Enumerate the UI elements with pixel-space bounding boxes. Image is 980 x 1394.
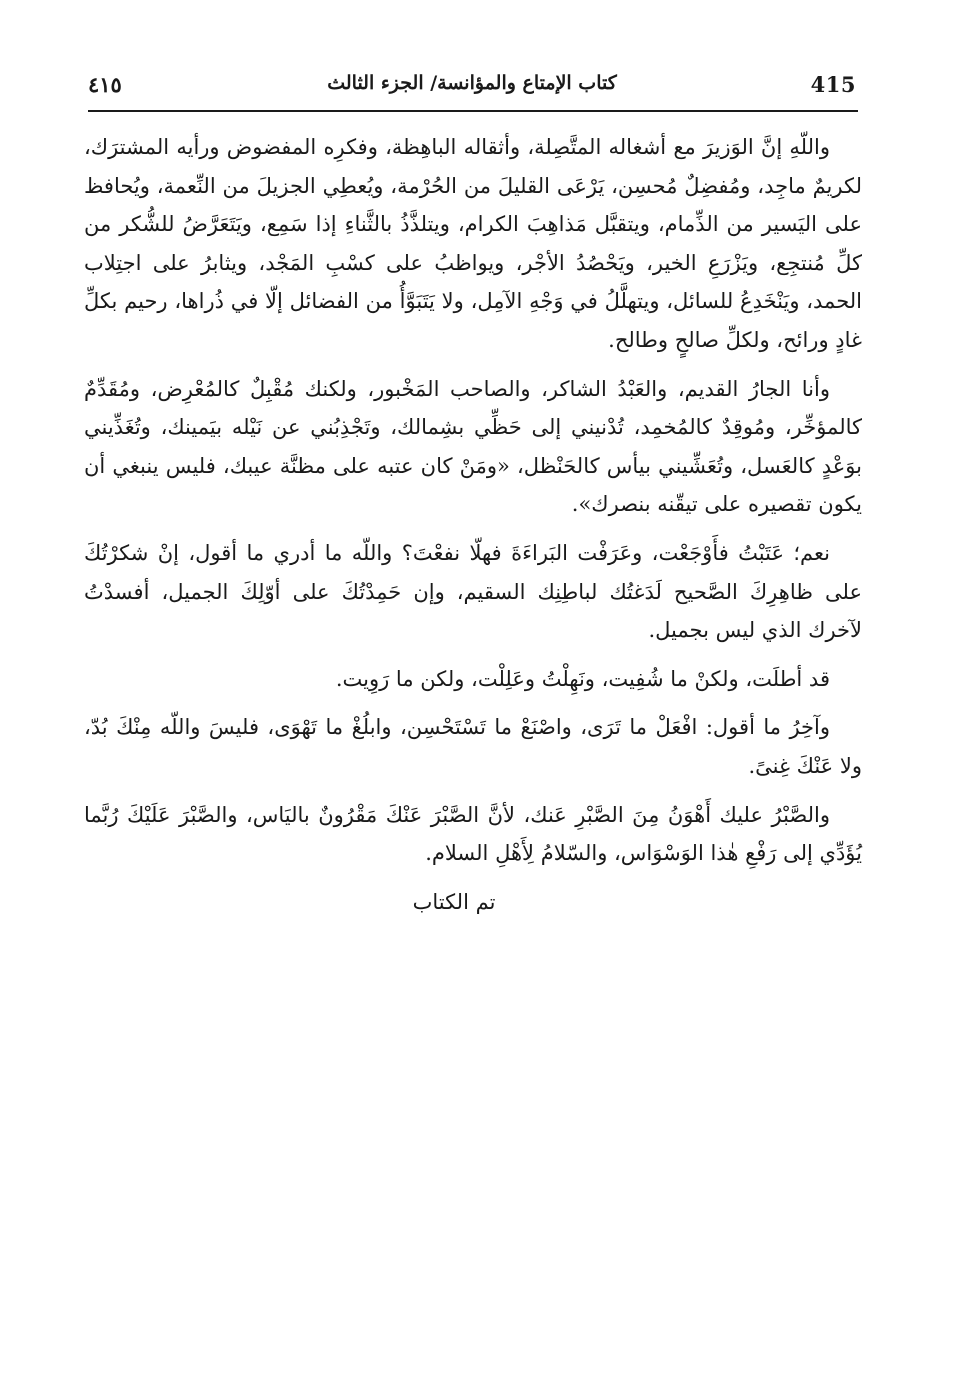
running-title: كتاب الإمتاع والمؤانسة/ الجزء الثالث: [327, 72, 617, 94]
body-text: [84, 128, 862, 921]
page-number-latin: 415: [810, 72, 856, 97]
end-of-book-note: تم الكتاب: [412, 889, 496, 914]
page-number-arabic: ٤١٥: [88, 72, 122, 97]
paragraph: قد أطلَت، ولكنْ ما شُفِيت، ونَهِلْتُ وعَلِلْت، ولكن ما رَوِيت.: [335, 666, 830, 691]
paragraph: وأنا الجارُ القديم، والعَبْدُ الشاكر، والصاحب المَخْبور، ولكنك مُقْبِلٌ كالمُعْرِض، ومُقَدِّمٌ كالمؤخِّر، ومُوقِدٌ كالمُخمِد، تُدْنيني إلى حَظِّي بشِمالك، وتَجْذِبُني عن نَيْله بيَمينك، وتُغَذِّيني بوَعْدٍ كالعَسل، وتُعَشِّيني بيأس كالحَنْظل، «ومَنْ كان عتبه على مظنَّة عيبك، فليس ينبغي أن يكون تقصيره على تيقّنه بنصرك».: [84, 376, 862, 517]
paragraph: واللّهِ إنَّ الوَزيرَ مع أشغاله المتَّصِلة، وأثقاله الباهِظة، وفكرِه المفضوض ورأيه المشترَك، لكريمٌ ماجِد، ومُفضِلٌ مُحسِن، يَرْعَى القليلَ من الحُرْمة، ويُعطِي الجزيلَ من النِّعمة، ويُحافظ على اليَسير من الذِّمام، ويتقبَّل مَذاهِبَ الكرام، ويتلذَّذُ بالثَّناءِ إذا سَمِع، ويَتَعَرَّضُ للشُّكر من كلِّ مُنتجِع، ويَزْرَعِ الخير، ويَحْصُدُ الأجْر، ويواظبُ على كسْبِ المَجْد، ويثابرُ على اجتِلاب الحمد، ويَنْخَدِعُ للسائل، ويتهلَّلُ في وَجْهِ الآمِل، ولا يَتَبَوَّأُ من الفضائل إلّا في ذُراها، رحيم بكلِّ غادٍ ورائح، ولكلِّ صالحٍ وطالح.: [84, 135, 862, 352]
paragraph: والصَّبْرُ عليك أَهْوَنُ مِنَ الصَّبْرِ عَنك، لأنَّ الصَّبْرَ عَنْكَ مَقْرُونٌ باليَاس، والصَّبْرَ عَلَيْكَ رُبَّما يُؤَدِّي إلى رَفْعِ هٰذا الوَسْوَاس، والسّلامُ لِأَهْلِ السلام.: [84, 802, 862, 866]
paragraph: وآخِرُ ما أقول: افْعَلْ ما تَرَى، واصْنَعْ ما تَسْتَحْسِن، وابلُغْ ما تَهْوَى، فليسَ واللّه مِنْكَ بُدّ، ولا عَنْكَ غِنىً.: [84, 715, 862, 778]
header-rule: [88, 110, 858, 112]
paragraph: نعم؛ عَتَبْتُ فأَوْجَعْت، وعَرَفْت البَراءَةَ فهلّا نفعْتَ؟ واللّه ما أدري ما أقول، إنْ شكرْتُكَ على ظاهِرِكَ الصَّحيح لَدَغتُك لباطِنِك السقيم، وإن حَمِدْتُكَ على أوّلِكَ الجميل، أفسدْتُ لآخرك الذي ليس بجميل.: [84, 540, 862, 643]
page-header: [88, 72, 856, 108]
